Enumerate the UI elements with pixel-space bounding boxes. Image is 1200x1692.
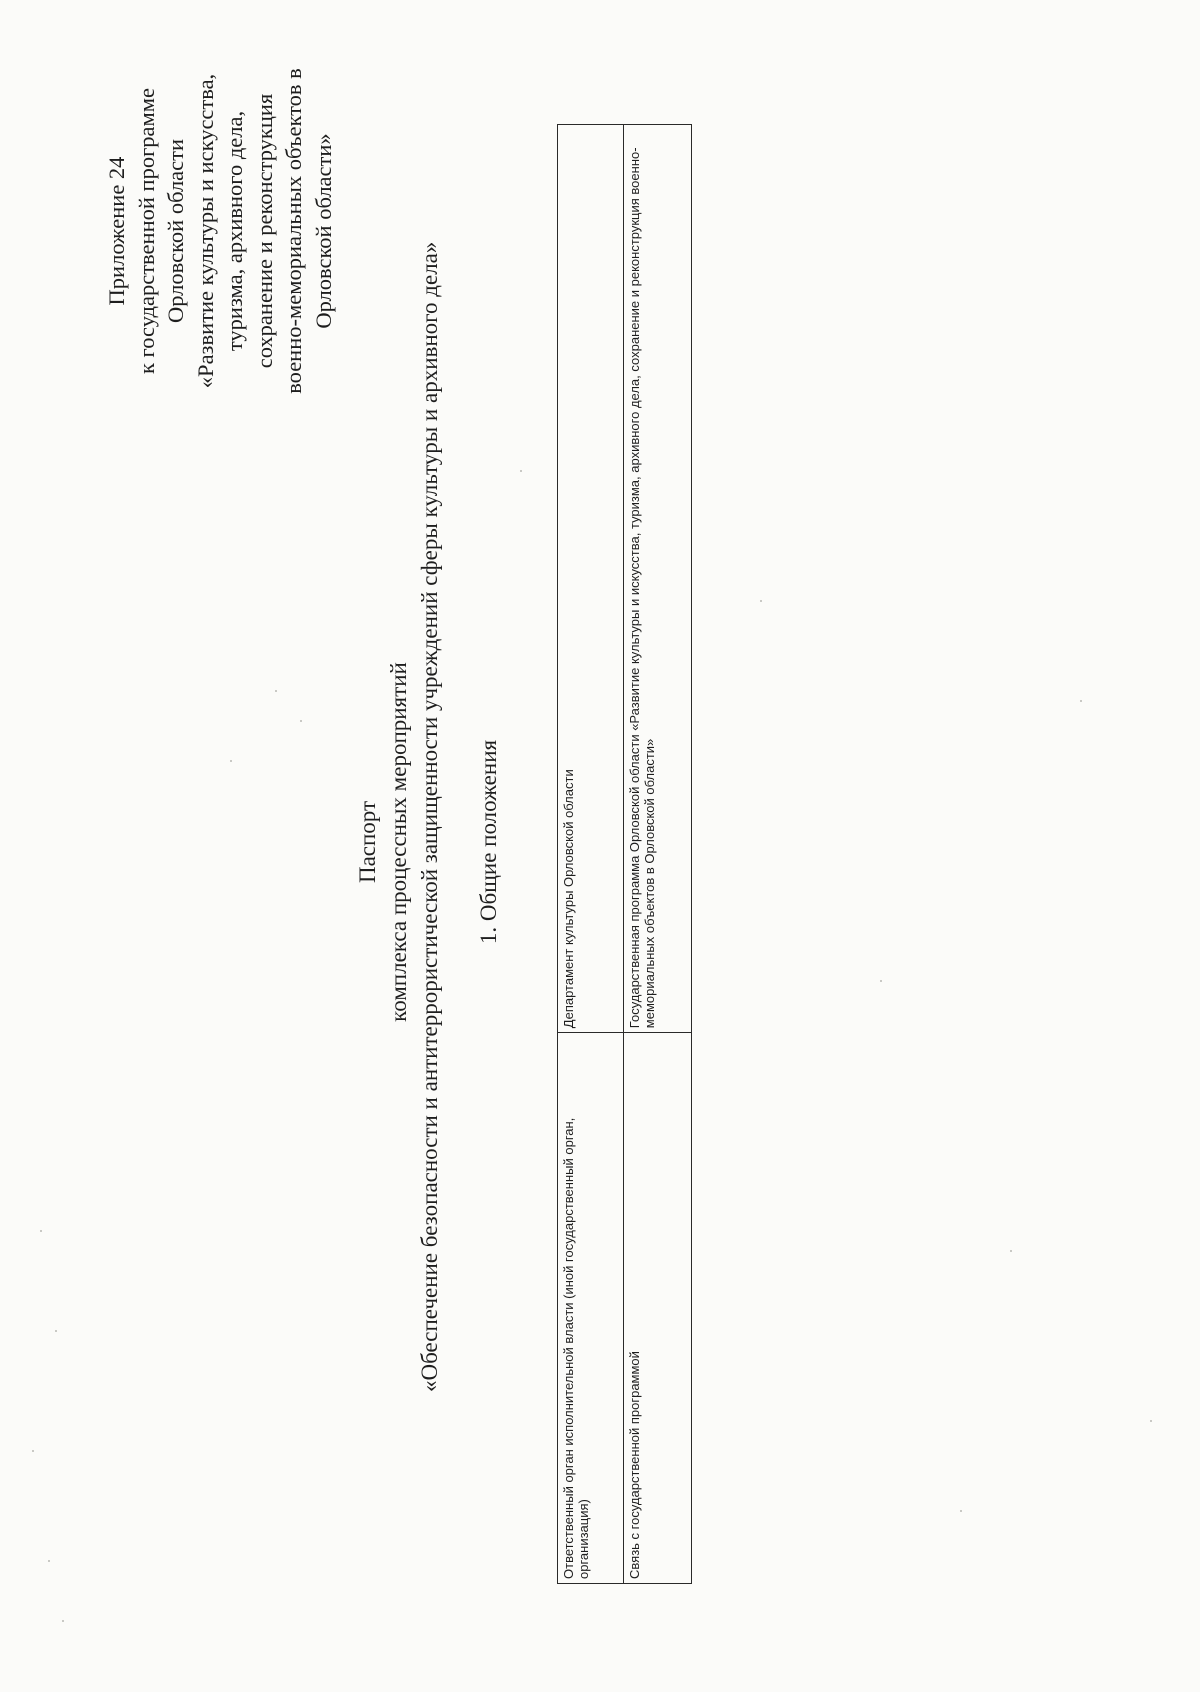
appendix-line: Орловской области» xyxy=(310,133,336,329)
section-heading: 1. Общие положения xyxy=(476,739,501,945)
table-cell-value: Государственная программа Орловской области «Развитие культуры и искусства, туризма, архивного дела, сохранение и реконструкция военно-мемориальных объектов в Орловской области» xyxy=(624,125,692,1033)
appendix-line: военно-мемориальных объектов в xyxy=(281,68,306,394)
scan-speck xyxy=(880,980,882,982)
scan-speck xyxy=(1080,700,1082,702)
appendix-block xyxy=(102,6,338,456)
scan-speck xyxy=(62,1620,64,1622)
appendix-line: к государственной программе xyxy=(133,88,159,375)
passport-program-name: «Обеспечение безопасности и антитеррористической защищенности учреждений сферы культуры и архивного дела» xyxy=(417,241,442,1392)
scan-speck xyxy=(1010,1250,1012,1252)
table-row xyxy=(558,125,624,1584)
appendix-line: сохранение и реконструкция xyxy=(251,93,277,369)
general-provisions-table xyxy=(557,124,692,1584)
scan-speck xyxy=(520,470,522,472)
table-cell-label: Связь с государственной программой xyxy=(624,1033,692,1584)
scan-speck xyxy=(1150,1420,1152,1422)
scan-speck xyxy=(32,1450,34,1452)
appendix-line: Приложение 24 xyxy=(104,156,129,306)
scan-speck xyxy=(230,760,232,762)
passport-title: Паспорт xyxy=(355,800,380,884)
passport-title-block xyxy=(352,241,445,1392)
appendix-line: Орловской области xyxy=(163,138,188,324)
table-cell-label: Ответственный орган исполнительной власти (иной государственный орган, организация) xyxy=(558,1033,624,1584)
scan-speck xyxy=(55,1330,57,1332)
scan-speck xyxy=(300,720,302,722)
scan-speck xyxy=(48,1560,50,1562)
scan-speck xyxy=(275,690,277,692)
table-row xyxy=(624,125,692,1584)
passport-subtitle: комплекса процессных мероприятий xyxy=(386,662,411,1022)
scan-speck xyxy=(40,1230,42,1232)
appendix-line: туризма, архивного дела, xyxy=(222,110,247,352)
scan-speck xyxy=(760,600,762,602)
scan-speck xyxy=(960,1510,962,1512)
table-cell-value: Департамент культуры Орловской области xyxy=(558,125,624,1033)
appendix-line: «Развитие культуры и искусства, xyxy=(192,73,218,389)
